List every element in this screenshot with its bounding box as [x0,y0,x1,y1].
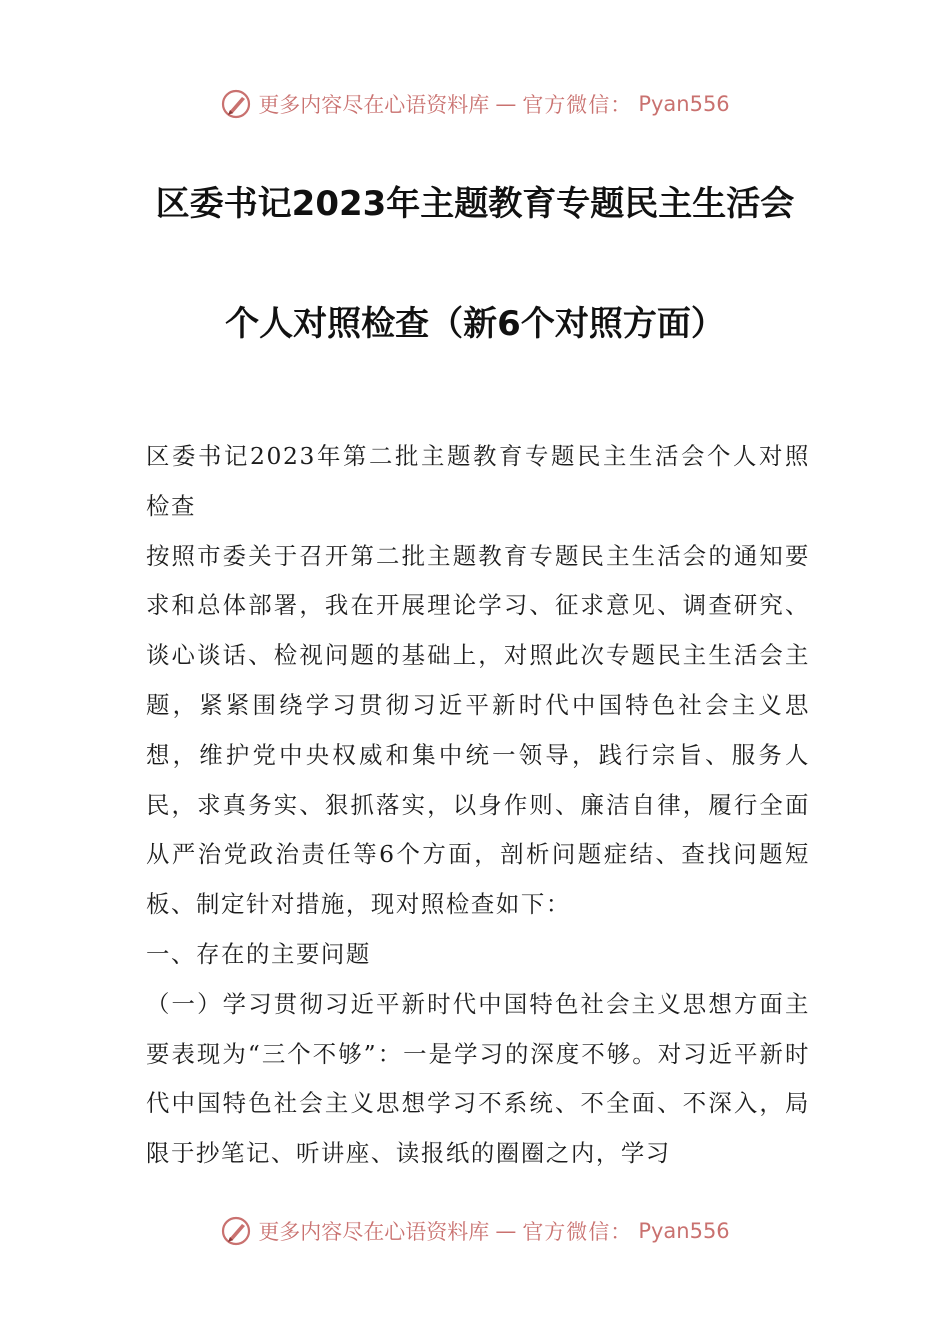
watermark-banner-bottom [0,1211,950,1251]
quill-pen-seal-icon [220,88,252,120]
watermark-brand-text: 更多内容尽在心语资料库 [258,93,490,117]
document-title-line-1: 区委书记2023年主题教育专题民主生活会 [155,184,795,224]
quill-pen-seal-icon [220,1215,252,1247]
watermark-banner-top [0,84,950,124]
body-paragraph-section-1: （一）学习贯彻习近平新时代中国特色社会主义思想方面主要表现为“三个不够”：一是学习的深度不够。对习近平新时代中国特色社会主义思想学习不系统、不全面、不深入，局限于抄笔记、听讲座、读报纸的圈圈之内，学习 [146,989,810,1168]
watermark-separator: — [495,92,517,116]
document-title-line-2: 个人对照检查（新6个对照方面） [225,304,725,344]
watermark-handle: Pyan556 [638,92,730,116]
section-heading: 一、存在的主要问题 [146,939,371,968]
body-paragraph-heading: 区委书记2023年第二批主题教育专题民主生活会个人对照检查 [146,442,810,520]
watermark-separator: — [495,1219,517,1243]
watermark-handle: Pyan556 [638,1219,730,1243]
document-body [146,432,810,1179]
watermark-channel-text: 官方微信： [522,93,633,117]
watermark-channel-text: 官方微信： [522,1220,633,1244]
body-paragraph-intro: 按照市委关于召开第二批主题教育专题民主生活会的通知要求和总体部署，我在开展理论学习、征求意见、调查研究、谈心谈话、检视问题的基础上，对照此次专题民主生活会主题，紧紧围绕学习贯彻习近平新时代中国特色社会主义思想，维护党中央权威和集中统一领导，践行宗旨、服务人民，求真务实、狠抓落实，以身作则、廉洁自律，履行全面从严治党政治责任等6个方面，剖析问题症结、查找问题短板、制定针对措施，现对照检查如下： [146,541,810,919]
watermark-brand-text: 更多内容尽在心语资料库 [258,1220,490,1244]
